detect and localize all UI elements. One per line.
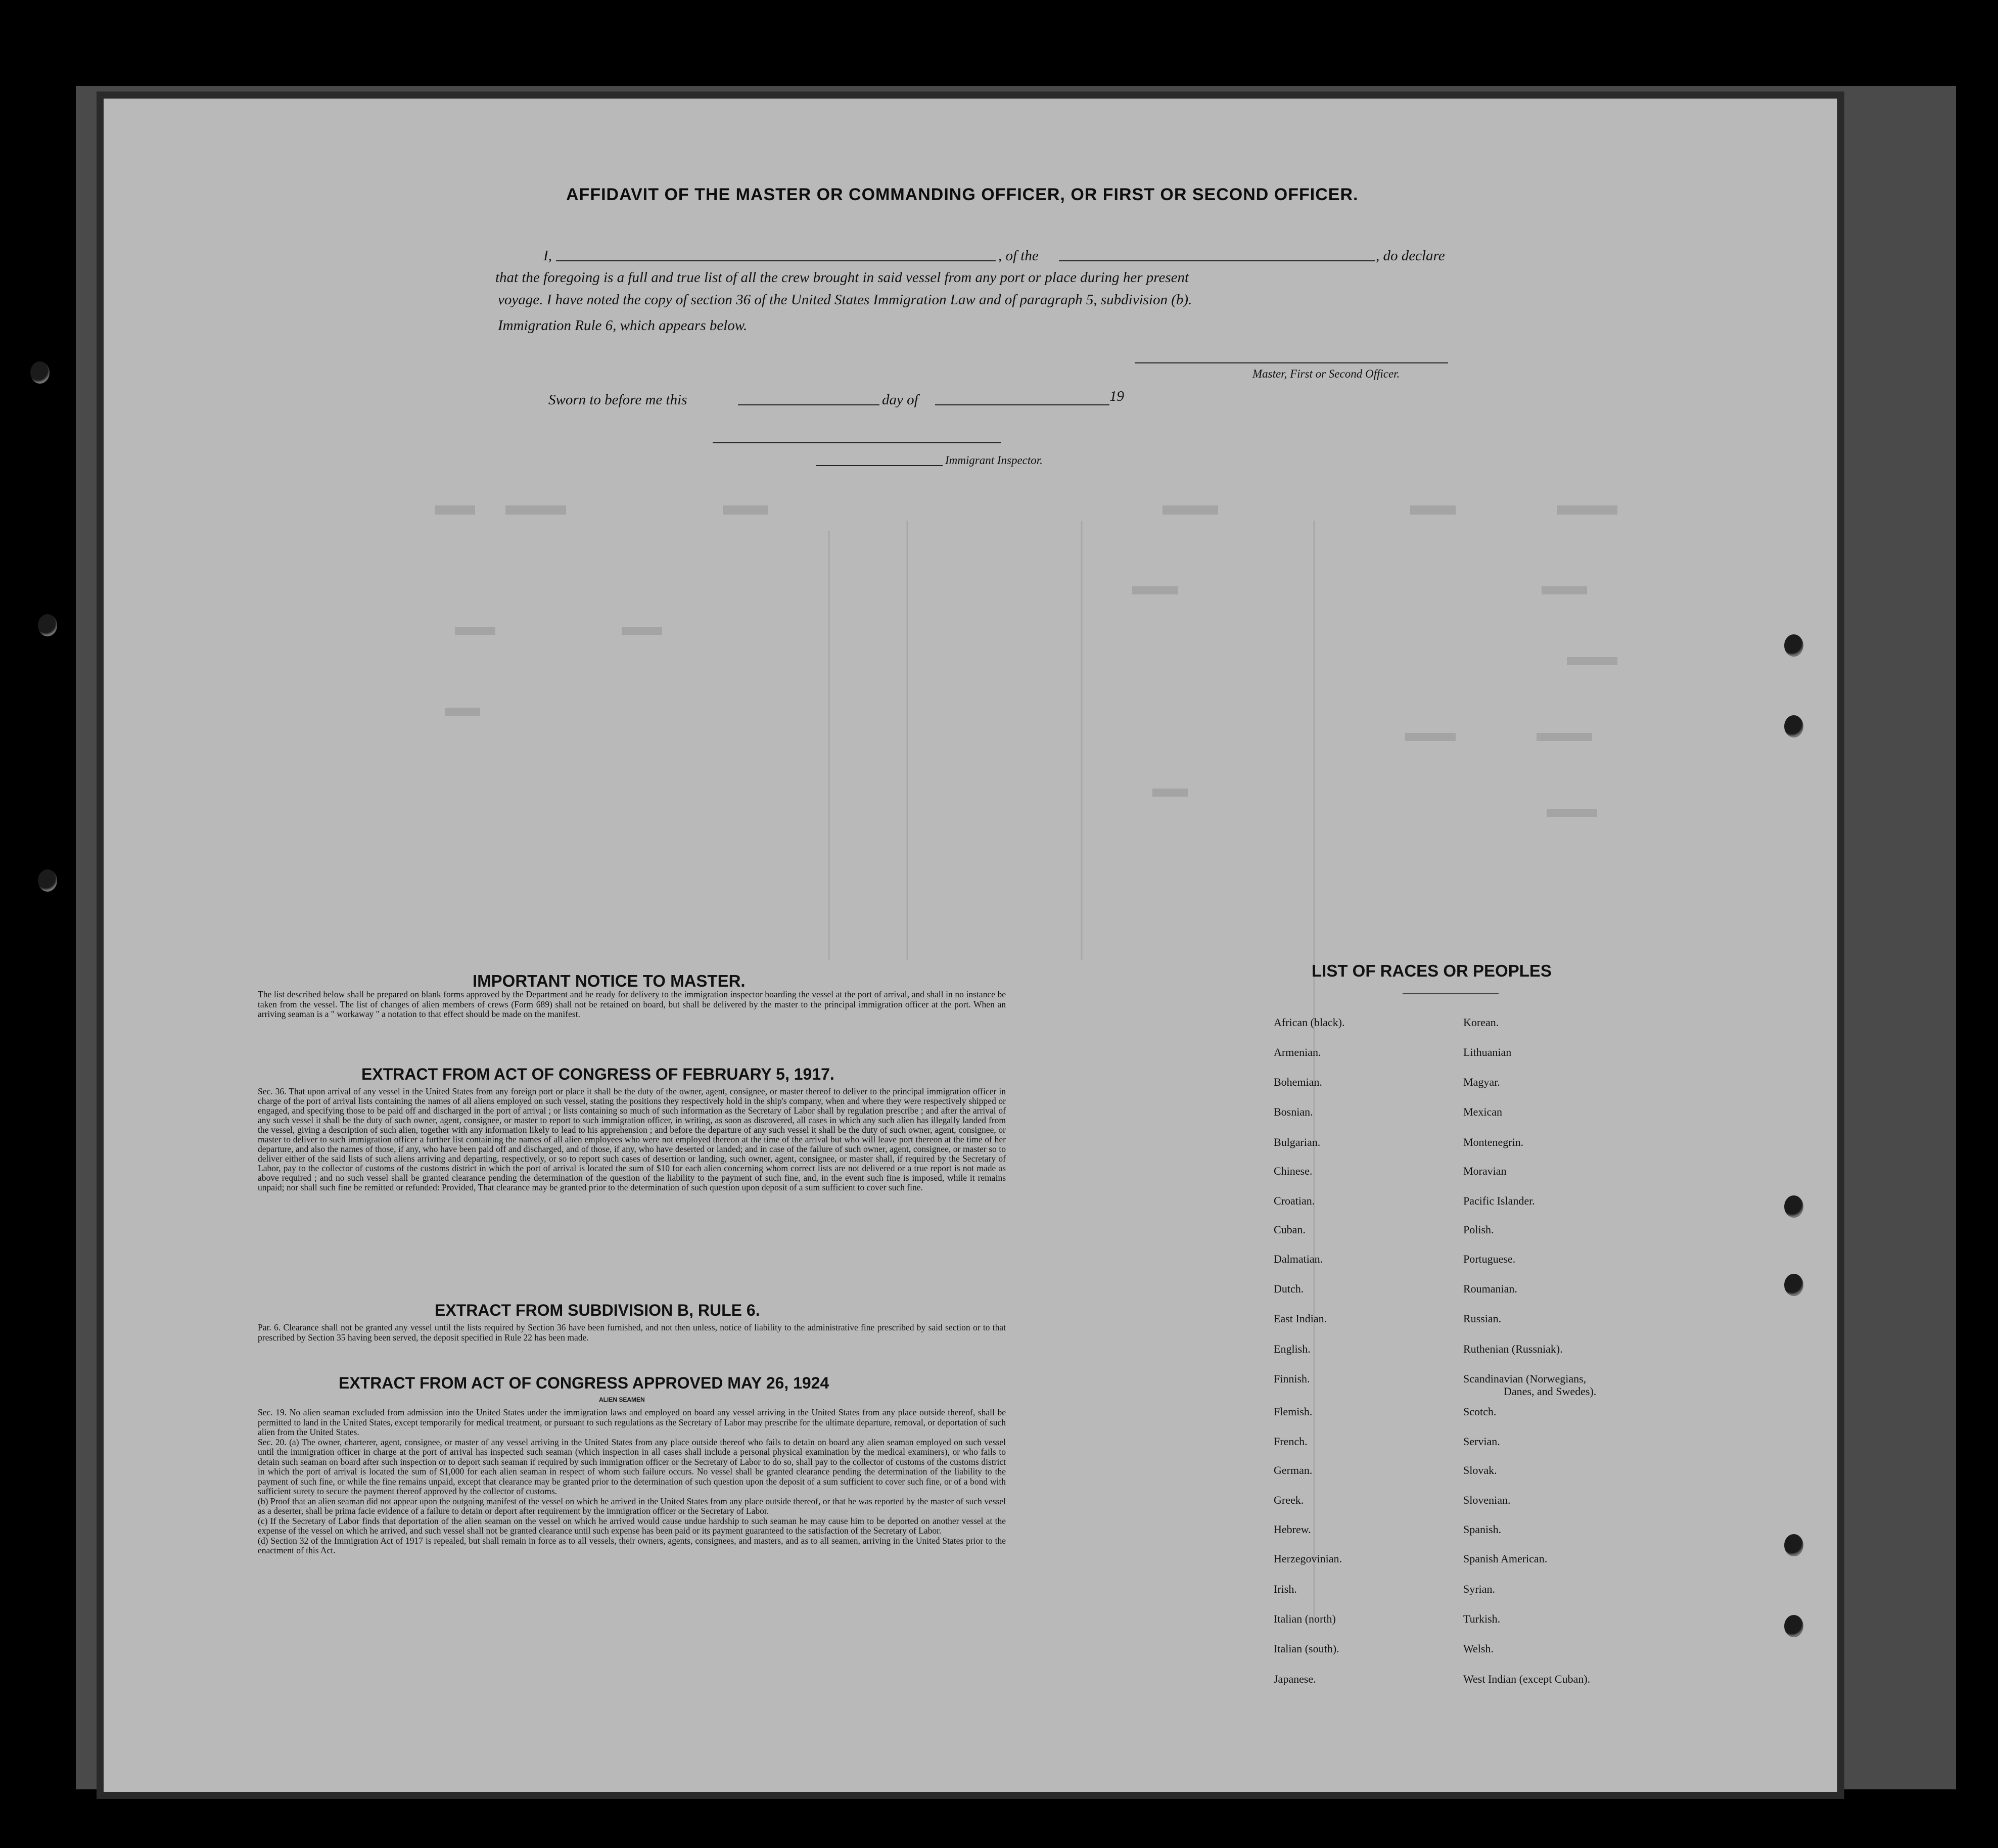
race-item: Croatian. xyxy=(1274,1194,1315,1207)
race-item: Flemish. xyxy=(1274,1405,1313,1418)
race-item: Dutch. xyxy=(1274,1282,1304,1295)
sec20d-text: (d) Section 32 of the Immigration Act of 1917 is repealed, but shall remain in force as to all vessels, their owners, agents, consignees, and masters, and as to all seamen, arriving in the United States prior to the enactment of this Act. xyxy=(258,1535,1006,1555)
race-item: African (black). xyxy=(1274,1016,1345,1029)
race-item: Herzegovinian. xyxy=(1274,1552,1342,1565)
race-item: Servian. xyxy=(1463,1435,1500,1448)
sworn-day-blank xyxy=(738,404,879,405)
race-item: Greek. xyxy=(1274,1494,1304,1506)
race-item: Dalmatian. xyxy=(1274,1253,1323,1265)
race-item: West Indian (except Cuban). xyxy=(1463,1673,1591,1685)
race-item: Spanish American. xyxy=(1463,1552,1548,1565)
race-item: Turkish. xyxy=(1463,1612,1501,1625)
race-item: Roumanian. xyxy=(1463,1282,1517,1295)
race-item: Irish. xyxy=(1274,1583,1297,1595)
race-item: Ruthenian (Russniak). xyxy=(1463,1343,1563,1355)
race-item: Spanish. xyxy=(1463,1523,1502,1536)
race-item: Pacific Islander. xyxy=(1463,1194,1535,1207)
race-item: Mexican xyxy=(1463,1105,1502,1118)
race-item: Portuguese. xyxy=(1463,1253,1516,1265)
inspector-label: Immigrant Inspector. xyxy=(945,454,1043,467)
race-item: French. xyxy=(1274,1435,1308,1448)
race-item-continuation: Danes, and Swedes). xyxy=(1504,1385,1597,1398)
race-item: Polish. xyxy=(1463,1223,1494,1236)
notice-text: The list described below shall be prepared on blank forms approved by the Department and be ready for delivery to the immigration inspector boarding the vessel at the port of arrival, and shall in no instance be taken from the vessel. The list of changes of alien members of crews (Form 689) shall not be retained on board, but shall be delivered by the master to the principal immigration officer at the port. When an arriving seaman is a " workaway " a notation to that effect should be made on the manifest. xyxy=(258,989,1006,1019)
race-item: Armenian. xyxy=(1274,1046,1321,1058)
sec20b-text: (b) Proof that an alien seaman did not appear upon the outgoing manifest of the vessel on which he arrived in the United States from any place outside thereof, or that he was reported by the master of such vessel as a deserter, shall be prima facie evidence of a failure to detain or deport after requirement by the immigration officer or the Secretary of Labor. xyxy=(258,1496,1006,1516)
race-item: Scandinavian (Norwegians, xyxy=(1463,1372,1587,1385)
affidavit-line4: Immigration Rule 6, which appears below. xyxy=(498,317,748,334)
race-item: Scotch. xyxy=(1463,1405,1497,1418)
affidavit-i: I, xyxy=(543,248,552,264)
race-item: Italian (south). xyxy=(1274,1642,1339,1655)
inspector-signature-line xyxy=(816,465,943,466)
race-item: Lithuanian xyxy=(1463,1046,1512,1058)
year-text: 19 xyxy=(1109,388,1124,404)
race-item: Hebrew. xyxy=(1274,1523,1311,1536)
sworn-month-blank xyxy=(935,404,1109,405)
affidavit-line3: voyage. I have noted the copy of section 36 of the United States Immigration Law and of paragraph 5, subdivision (b). xyxy=(498,292,1192,308)
notice-title: IMPORTANT NOTICE TO MASTER. xyxy=(473,972,746,990)
extract-rule6-text: Par. 6. Clearance shall not be granted any vessel until the lists required by Section 36 have been furnished, and not then unless, notice of liability to the administrative fine prescribed by said section or to that prescribed by Section 35 having been served, the deposit specified in Rule 22 has been made. xyxy=(258,1322,1006,1343)
race-item: Slovenian. xyxy=(1463,1494,1511,1506)
affidavit-line2: that the foregoing is a full and true list of all the crew brought in said vessel from any port or place during her present xyxy=(495,269,1189,286)
race-item: Bulgarian. xyxy=(1274,1136,1321,1148)
master-signature-line xyxy=(1135,362,1448,363)
race-item: Magyar. xyxy=(1463,1076,1500,1088)
affidavit-title: AFFIDAVIT OF THE MASTER OR COMMANDING OFFICER, OR FIRST OR SECOND OFFICER. xyxy=(566,185,1359,204)
vessel-blank xyxy=(1059,260,1375,261)
race-item: German. xyxy=(1274,1464,1313,1476)
race-item: Finnish. xyxy=(1274,1372,1310,1385)
races-title-underline xyxy=(1403,993,1499,994)
sec19-text: Sec. 19. No alien seaman excluded from admission into the United States under the immigration laws and employed on board any vessel arriving in the United States from any place outside thereof, shall be permitted to land in the United States, except temporarily for medical treatment, or pursuant to such regulations as the Secretary of Labor may prescribe for the ultimate departure, removal, or deportation of such alien from the United States. xyxy=(258,1407,1006,1437)
affidavit-do-declare: , do declare xyxy=(1376,248,1445,264)
race-item: English. xyxy=(1274,1343,1311,1355)
race-item: Slovak. xyxy=(1463,1464,1497,1476)
extract-1917-text: Sec. 36. That upon arrival of any vessel in the United States from any foreign port or place it shall be the duty of the owner, agent, consignee, or master thereof to deliver to the principal immigration officer in charge of the port of arrival lists containing the names of all aliens employed on such vessel, stating the positions they respectively hold in the ship's company, when and where they were respectively shipped or engaged, and specifying those to be paid off and discharged in the port of arrival ; or lists containing so much of such information as the Secretary of Labor shall by regulation prescribe ; and after the arrival of any such vessel it shall be the duty of such owner, agent, consignee, or master to report to such immigration officer, in writing, as soon as discovered, all cases in which any such alien has illegally landed from the vessel, giving a description of such alien, together with any information likely to lead to his apprehension ; and before the departure of any such vessel it shall be the duty of such owner, agent, consignee, or master to deliver to such immigration officer a further list containing the names of all alien employees who were not employed thereon at the time of the arrival but who will leave port thereon at the time of her departure, and also the names of those, if any, who have been paid off and discharged, and of those, if any, who have deserted or landed; and in case of the failure of such owner, agent, consignee, or master so to deliver either of the said lists of such aliens arriving and departing, respectively, or so to report such cases of desertion or landing, such owner, agent, consignee, or master shall, if required by the Secretary of Labor, pay to the collector of customs of the customs district in which the port of arrival is located the sum of $10 for each alien concerning whom correct lists are not delivered or a true report is not made as above required ; and no such vessel shall be granted clearance pending the determination of the question of the liability to the payment of such fine, and, in the event such fine is imposed, while it remains unpaid; nor shall such fine be remitted or refunded: Provided, That clearance may be granted prior to the determination of such question upon deposit of a sum sufficient to cover such fine. xyxy=(258,1086,1006,1192)
race-item: Welsh. xyxy=(1463,1642,1494,1655)
race-item: Montenegrin. xyxy=(1463,1136,1524,1148)
race-item: Russian. xyxy=(1463,1312,1502,1325)
race-item: Bohemian. xyxy=(1274,1076,1322,1088)
race-item: Japanese. xyxy=(1274,1673,1316,1685)
race-item: Italian (north) xyxy=(1274,1612,1336,1625)
alien-seamen-subtitle: ALIEN SEAMEN xyxy=(599,1396,645,1403)
race-item: Moravian xyxy=(1463,1165,1507,1177)
day-of-text: day of xyxy=(882,392,918,408)
sec20a-text: Sec. 20. (a) The owner, charterer, agent, consignee, or master of any vessel arriving in the United States from any place outside thereof who fails to detain on board any alien seaman employed on such vessel until the immigration officer in charge at the port of arrival has inspected such seaman (which inspection in all cases shall include a personal physical examination by the medical examiners), or who fails to detain such seaman on board after such inspection or to deport such seaman if required by such immigration officer or the Secretary of Labor to do so, shall pay to the collector of customs of the customs district in which the port of arrival is located the sum of $1,000 for each alien seaman in respect of whom such failure occurs. No vessel shall be granted clearance pending the determination of the liability to the payment of such fine, or while the fine remains unpaid, except that clearance may be granted prior to the determination of such question upon the deposit of a sum sufficient to cover such fine, or of a bond with sufficient surety to secure the payment thereof approved by the collector of customs. xyxy=(258,1437,1006,1496)
race-item: Cuban. xyxy=(1274,1223,1306,1236)
extract-1924-body xyxy=(258,1408,1006,1556)
inspector-signature-line-upper xyxy=(713,442,1001,443)
race-item: Bosnian. xyxy=(1274,1105,1313,1118)
master-label: Master, First or Second Officer. xyxy=(1252,367,1400,380)
sec20c-text: (c) If the Secretary of Labor finds that deportation of the alien seaman on the vessel on which he arrived would cause undue hardship to such seaman he may cause him to be deported on another vessel at the expense of the vessel on which he arrived, and such vessel shall not be granted clearance until such expense has been paid or its payment guaranteed to the satisfaction of the Secretary of Labor. xyxy=(258,1515,1006,1536)
sworn-text: Sworn to before me this xyxy=(548,392,687,408)
extract-rule6-title: EXTRACT FROM SUBDIVISION B, RULE 6. xyxy=(435,1301,760,1319)
name-blank xyxy=(556,260,996,261)
extract-1924-title: EXTRACT FROM ACT OF CONGRESS APPROVED MAY 26, 1924 xyxy=(339,1374,829,1392)
affidavit-of-the: , of the xyxy=(998,248,1039,264)
race-item: Chinese. xyxy=(1274,1165,1313,1177)
race-item: Syrian. xyxy=(1463,1583,1495,1595)
races-title: LIST OF RACES OR PEOPLES xyxy=(1312,961,1552,980)
race-item: East Indian. xyxy=(1274,1312,1327,1325)
race-item: Korean. xyxy=(1463,1016,1499,1029)
extract-1917-title: EXTRACT FROM ACT OF CONGRESS OF FEBRUARY 5, 1917. xyxy=(361,1065,834,1083)
